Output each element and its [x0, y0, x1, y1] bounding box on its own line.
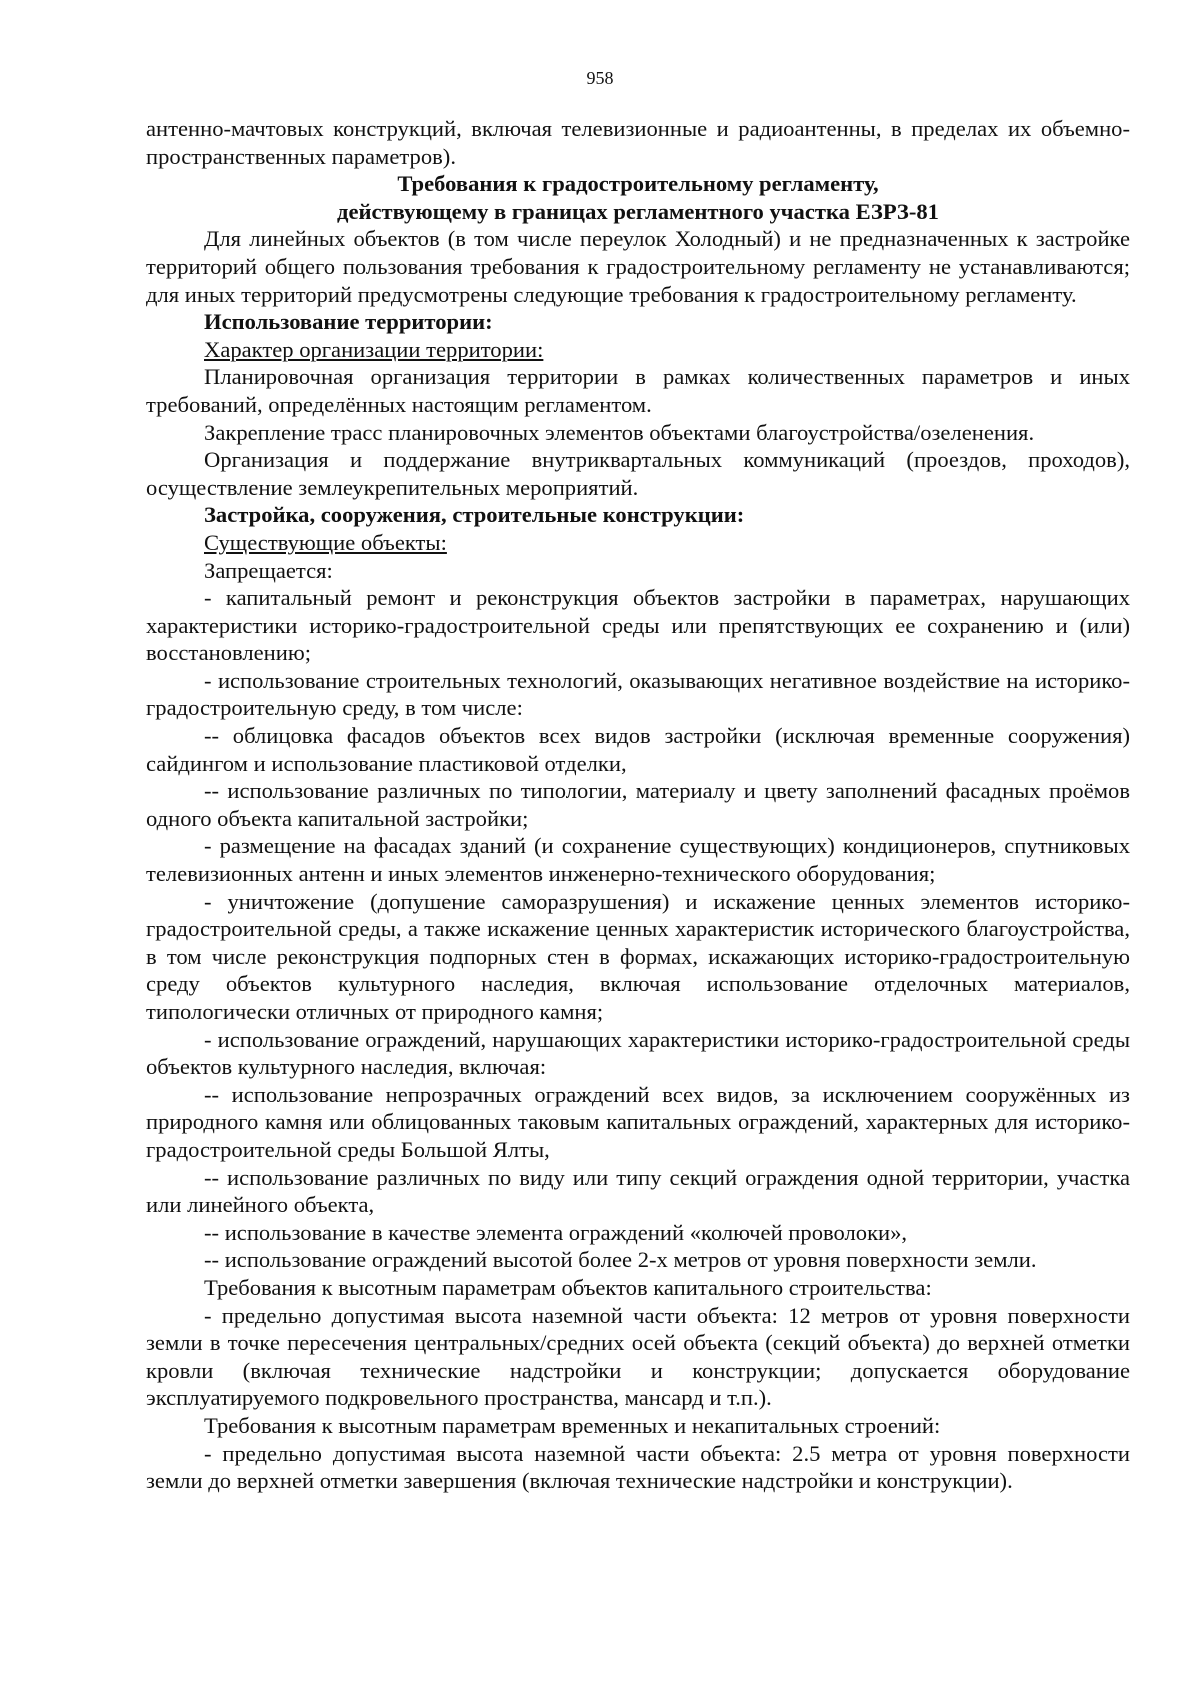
paragraph-height-requirements-capital: Требования к высотным параметрам объектов капитального строительства: — [204, 1274, 932, 1300]
list-item: - предельно допустимая высота наземной части объекта: 2.5 метра от уровня поверхности земли до верхней отметки завершения (включая технические надстройки и конструкции). — [146, 1440, 1130, 1494]
list-item: -- облицовка фасадов объектов всех видов застройки (исключая временные сооружения) сайдингом и использование пластиковой отделки, — [146, 723, 1130, 776]
list-item: -- использование ограждений высотой более 2-х метров от уровня поверхности земли. — [204, 1247, 1037, 1273]
section-heading-line-2: действующему в границах регламентного участка ЕЗРЗ-81 — [337, 198, 939, 224]
list-item: - использование строительных технологий, оказывающих негативное воздействие на историко-градостроительную среду, в том числе: — [146, 667, 1130, 721]
list-item: -- использование в качестве элемента ограждений «колючей проволоки», — [204, 1219, 908, 1245]
list-item: - уничтожение (допушение саморазрушения) и искажение ценных элементов историко-градостроительной среды, а также искажение ценных характеристик исторического благоустройства, в том числе реконструкция подпорных стен в формах, искажающих историко-градостроительную среду объектов культурного наследия, включая использование отделочных материалов, типологически отличных от природного камня; — [146, 888, 1130, 1024]
list-item: - капитальный ремонт и реконструкция объектов застройки в параметрах, нарушающих характеристики историко-градостроительной среды или препятствующих ее сохранению и (или) восстановлению; — [146, 585, 1130, 666]
underlined-label: Характер организации территории: — [204, 336, 544, 362]
paragraph-planning-organization: Планировочная организация территории в рамках количественных параметров и иных требований, определённых настоящим регламентом. — [146, 364, 1130, 417]
paragraph-prohibited: Запрещается: — [204, 557, 333, 583]
list-item: - предельно допустимая высота наземной части объекта: 12 метров от уровня поверхности земли в точке пересечения центральных/средних осей объекта (секций объекта) до верхней отметки кровли (включая технические надстройки и конструкции; допускается оборудование эксплуатируемого подкровельного пространства, мансард и т.п.). — [146, 1302, 1130, 1411]
subheading-existing-objects — [146, 529, 1130, 557]
paragraph-communications: Организация и поддержание внутриквартальных коммуникаций (проездов, проходов), осуществление землеукрепительных мероприятий. — [146, 447, 1130, 500]
subheading-territory-organization — [146, 336, 1130, 364]
continuation-paragraph: антенно-мачтовых конструкций, включая телевизионные и радиоантенны, в пределах их объемно-пространственных параметров). — [146, 116, 1130, 169]
list-item: -- использование непрозрачных ограждений всех видов, за исключением сооружённых из природного камня или облицованных таковым капитальных ограждений, характерных для историко-градостроительной среды Большой Ялты, — [146, 1081, 1130, 1162]
paragraph-linear-objects: Для линейных объектов (в том числе переулок Холодный) и не предназначенных к застройке территорий общего пользования требования к градостроительному регламенту не устанавливаются; для иных территорий предусмотрены следующие требования к градостроительному регламенту. — [146, 226, 1130, 307]
section-heading-line-1: Требования к градостроительному регламенту, — [397, 171, 879, 197]
list-item: - использование ограждений, нарушающих характеристики историко-градостроительной среды объектов культурного наследия, включая: — [146, 1026, 1130, 1080]
paragraph-height-requirements-temporary: Требования к высотным параметрам временных и некапитальных строений: — [204, 1412, 941, 1438]
list-item: - размещение на фасадах зданий (и сохранение существующих) кондиционеров, спутниковых телевизионных антенн и иных элементов инженерно-технического оборудования; — [146, 833, 1130, 887]
subheading-territory-use: Использование территории: — [204, 309, 493, 335]
subheading-construction: Застройка, сооружения, строительные конструкции: — [204, 502, 745, 528]
underlined-label: Существующие объекты: — [204, 529, 447, 555]
document-body — [146, 115, 1130, 1495]
list-item: -- использование различных по типологии, материалу и цвету заполнений фасадных проёмов одного объекта капитальной застройки; — [146, 778, 1130, 831]
paragraph-route-fixing: Закрепление трасс планировочных элементов объектами благоустройства/озеленения. — [204, 419, 1035, 445]
page-number: 958 — [586, 68, 614, 88]
list-item: -- использование различных по виду или типу секций ограждения одной территории, участка или линейного объекта, — [146, 1164, 1130, 1218]
